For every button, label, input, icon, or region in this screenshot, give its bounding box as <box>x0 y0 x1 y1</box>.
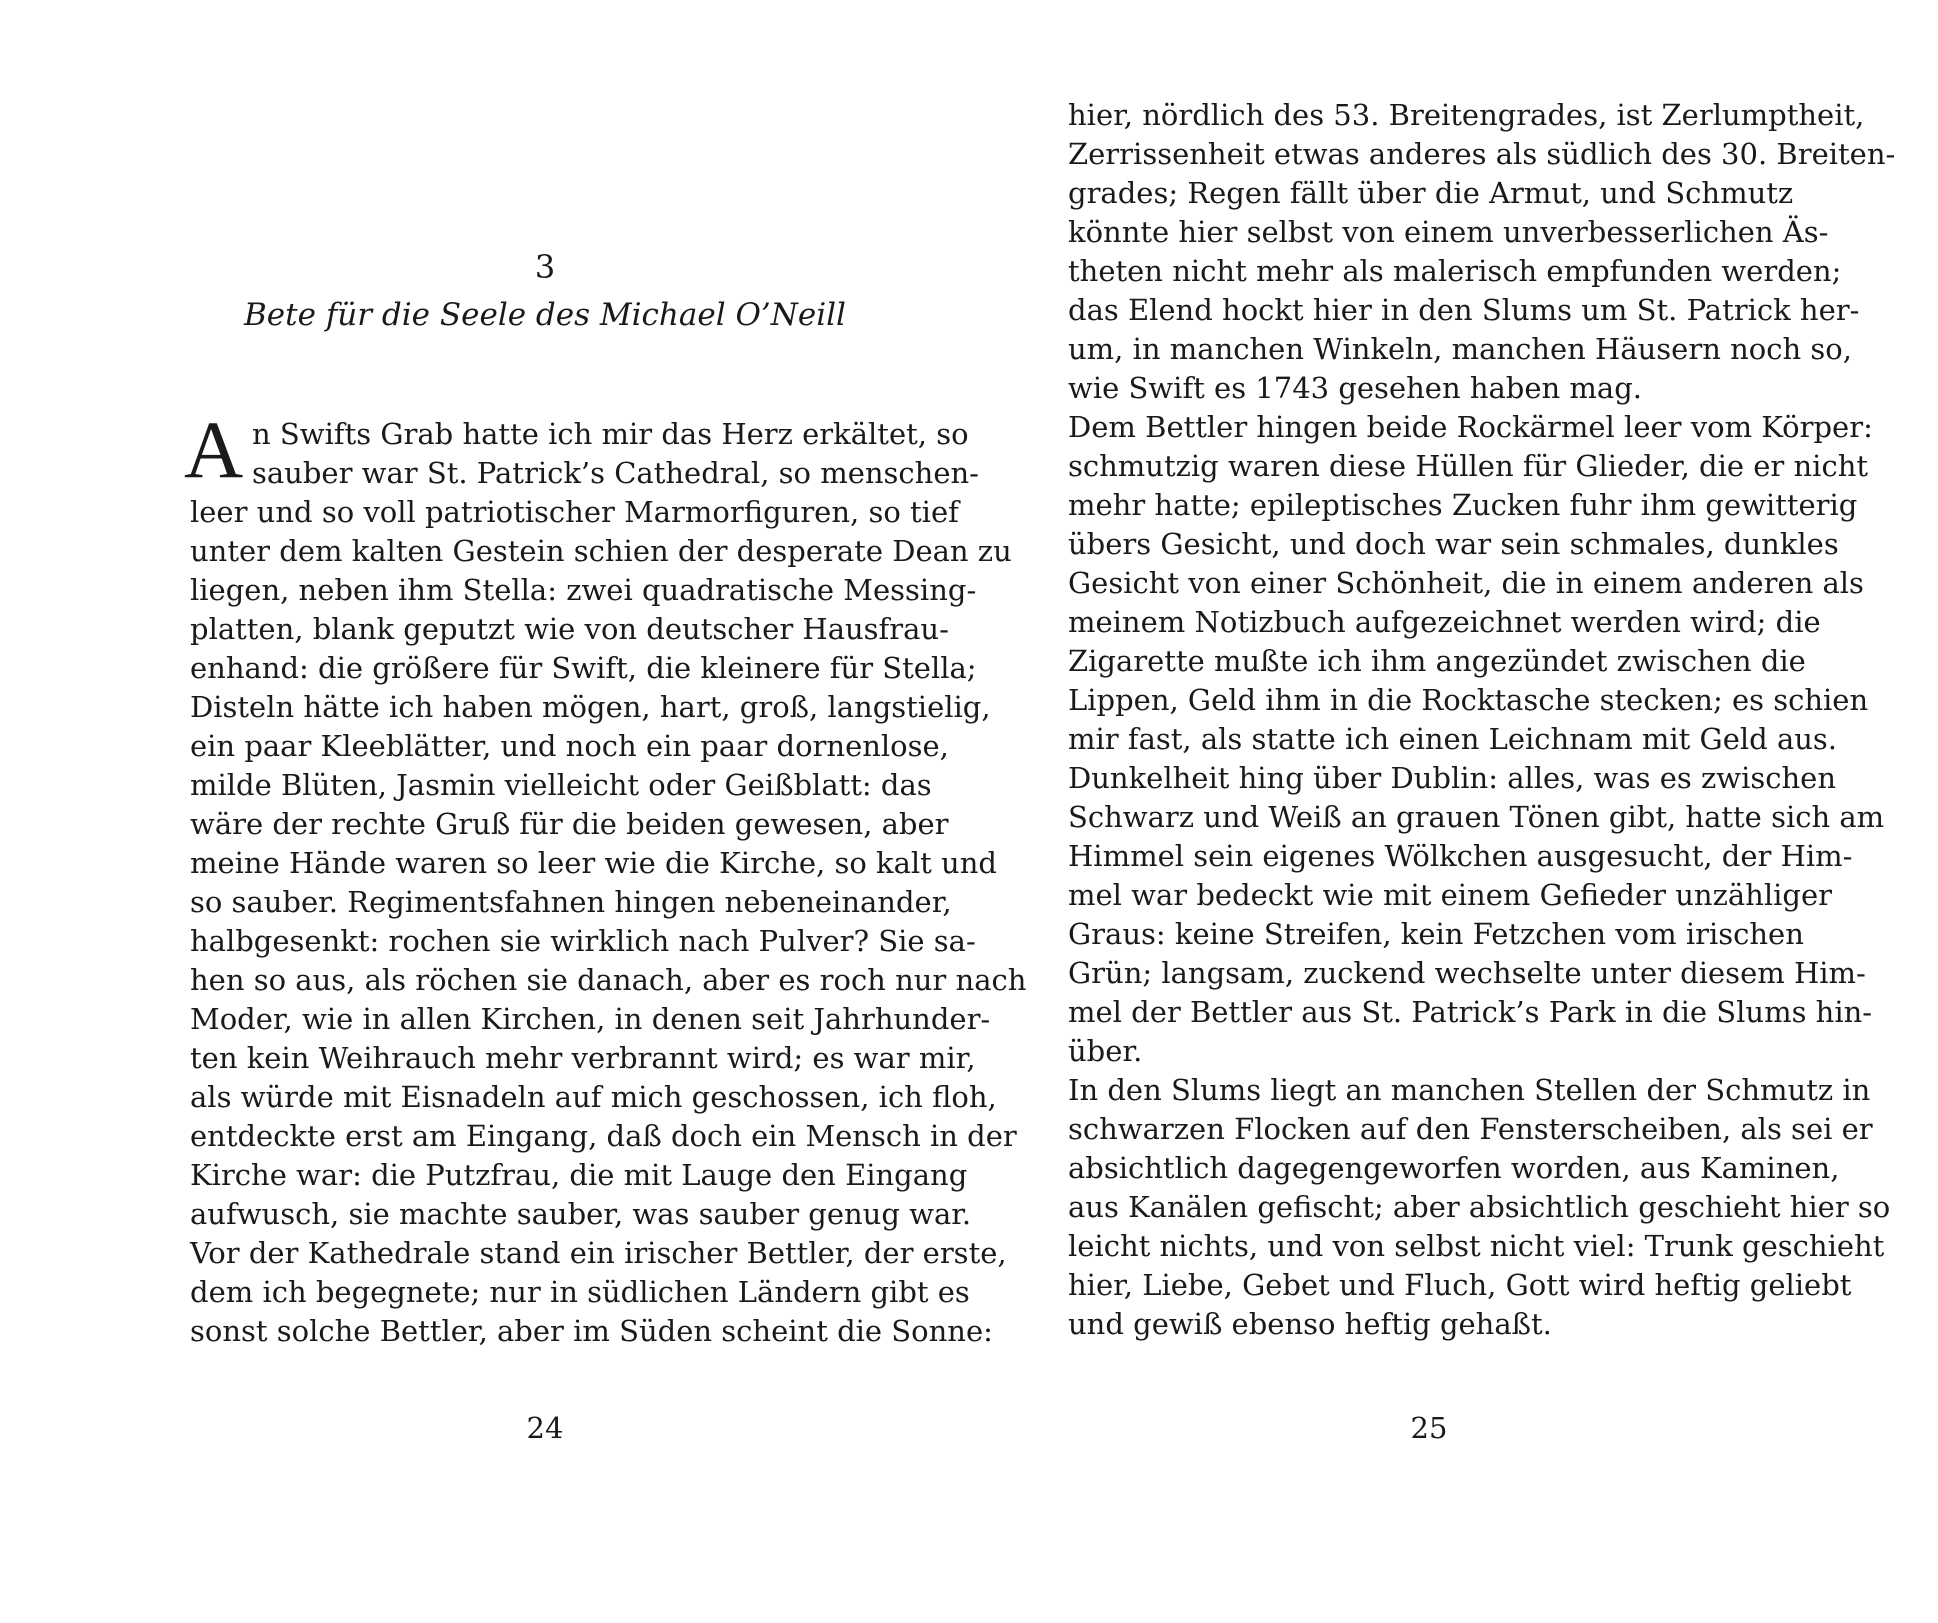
text-line: hier, Liebe, Gebet und Fluch, Gott wird heftig geliebt <box>1068 1268 1852 1302</box>
text-line: entdeckte erst am Eingang, daß doch ein Mensch in der <box>190 1119 1017 1153</box>
text-line: leer und so voll patriotischer Marmorfiguren, so tief <box>190 495 959 529</box>
text-line: Vor der Kathedrale stand ein irischer Bettler, der erste, <box>190 1236 1007 1270</box>
text-line: meinem Notizbuch aufgezeichnet werden wird; die <box>1068 605 1821 639</box>
text-line: könnte hier selbst von einem unverbesserlichen Äs- <box>1068 215 1829 249</box>
opening-paragraph <box>184 404 979 495</box>
text-line: enhand: die größere für Swift, die kleinere für Stella; <box>190 651 977 685</box>
drop-cap: A <box>184 404 244 495</box>
text-line: n Swifts Grab hatte ich mir das Herz erkältet, so <box>252 417 969 451</box>
text-line: liegen, neben ihm Stella: zwei quadratische Messing- <box>190 573 977 607</box>
text-line: theten nicht mehr als malerisch empfunden werden; <box>1068 254 1842 288</box>
text-line: sauber war St. Patrick’s Cathedral, so menschen- <box>252 456 979 490</box>
text-line: um, in manchen Winkeln, manchen Häusern noch so, <box>1068 332 1852 366</box>
text-line: halbgesenkt: rochen sie wirklich nach Pulver? Sie sa- <box>190 924 976 958</box>
left-body-text <box>184 404 1027 1351</box>
text-line: Gesicht von einer Schönheit, die in einem anderen als <box>1068 566 1864 600</box>
text-line: über. <box>1068 1034 1143 1068</box>
chapter-title: Bete für die Seele des Michael O’Neill <box>244 297 846 333</box>
text-line: In den Slums liegt an manchen Stellen der Schmutz in <box>1068 1073 1871 1107</box>
text-line: meine Hände waren so leer wie die Kirche, so kalt und <box>190 846 997 880</box>
text-line: Kirche war: die Putzfrau, die mit Lauge den Eingang <box>190 1158 968 1192</box>
text-line: wie Swift es 1743 gesehen haben mag. <box>1068 371 1642 405</box>
text-line: Schwarz und Weiß an grauen Tönen gibt, hatte sich am <box>1068 800 1885 834</box>
text-line: grades; Regen fällt über die Armut, und Schmutz <box>1068 176 1794 210</box>
text-line: Moder, wie in allen Kirchen, in denen seit Jahrhunder- <box>190 1002 991 1036</box>
right-page <box>1068 0 1896 1623</box>
text-line: Dem Bettler hingen beide Rockärmel leer vom Körper: <box>1068 410 1873 444</box>
text-line: unter dem kalten Gestein schien der desperate Dean zu <box>190 534 1012 568</box>
text-line: dem ich begegnete; nur in südlichen Ländern gibt es <box>190 1275 970 1309</box>
text-line: leicht nichts, und von selbst nicht viel: Trunk geschieht <box>1068 1229 1885 1263</box>
text-line: und gewiß ebenso heftig gehaßt. <box>1068 1307 1552 1341</box>
text-line: hen so aus, als röchen sie danach, aber es roch nur nach <box>190 963 1027 997</box>
text-line: Himmel sein eigenes Wölkchen ausgesucht, der Him- <box>1068 839 1853 873</box>
page-number: 24 <box>526 1411 564 1445</box>
text-line: milde Blüten, Jasmin vielleicht oder Geißblatt: das <box>190 768 932 802</box>
text-line: ten kein Weihrauch mehr verbrannt wird; es war mir, <box>190 1041 976 1075</box>
text-line: schwarzen Flocken auf den Fensterscheiben, als sei er <box>1068 1112 1873 1146</box>
text-line: Zerrissenheit etwas anderes als südlich des 30. Breiten- <box>1068 137 1896 171</box>
text-line: Disteln hätte ich haben mögen, hart, groß, langstielig, <box>190 690 991 724</box>
left-page <box>184 0 1027 1623</box>
chapter-number: 3 <box>534 248 556 286</box>
text-line: als würde mit Eisnadeln auf mich geschossen, ich floh, <box>190 1080 997 1114</box>
text-line: aus Kanälen gefischt; aber absichtlich geschieht hier so <box>1068 1190 1891 1224</box>
text-line: wäre der rechte Gruß für die beiden gewesen, aber <box>190 807 949 841</box>
text-line: platten, blank geputzt wie von deutscher Hausfrau- <box>190 612 949 646</box>
text-line: mir fast, als statte ich einen Leichnam mit Geld aus. <box>1068 722 1838 756</box>
text-line: Graus: keine Streifen, kein Fetzchen vom irischen <box>1068 917 1804 951</box>
text-line: mel war bedeckt wie mit einem Gefieder unzähliger <box>1068 878 1832 912</box>
page-number: 25 <box>1410 1411 1448 1445</box>
text-line: mel der Bettler aus St. Patrick’s Park in die Slums hin- <box>1068 995 1873 1029</box>
right-body-text <box>1068 96 1896 1344</box>
text-line: sonst solche Bettler, aber im Süden scheint die Sonne: <box>190 1314 993 1348</box>
text-line: aufwusch, sie machte sauber, was sauber genug war. <box>190 1197 972 1231</box>
text-line: das Elend hockt hier in den Slums um St. Patrick her- <box>1068 293 1860 327</box>
text-line: Lippen, Geld ihm in die Rocktasche stecken; es schien <box>1068 683 1869 717</box>
text-line: Dunkelheit hing über Dublin: alles, was es zwischen <box>1068 761 1837 795</box>
text-line: hier, nördlich des 53. Breitengrades, ist Zerlumptheit, <box>1068 98 1865 132</box>
text-line: so sauber. Regimentsfahnen hingen nebeneinander, <box>190 885 952 919</box>
text-line: absichtlich dagegengeworfen worden, aus Kaminen, <box>1068 1151 1840 1185</box>
text-line: übers Gesicht, und doch war sein schmales, dunkles <box>1068 527 1839 561</box>
text-line: Grün; langsam, zuckend wechselte unter diesem Him- <box>1068 956 1866 990</box>
text-line: schmutzig waren diese Hüllen für Glieder, die er nicht <box>1068 449 1869 483</box>
text-line: Zigarette mußte ich ihm angezündet zwischen die <box>1068 644 1806 678</box>
text-line: mehr hatte; epileptisches Zucken fuhr ihm gewitterig <box>1068 488 1858 522</box>
text-line: ein paar Kleeblätter, und noch ein paar dornenlose, <box>190 729 949 763</box>
